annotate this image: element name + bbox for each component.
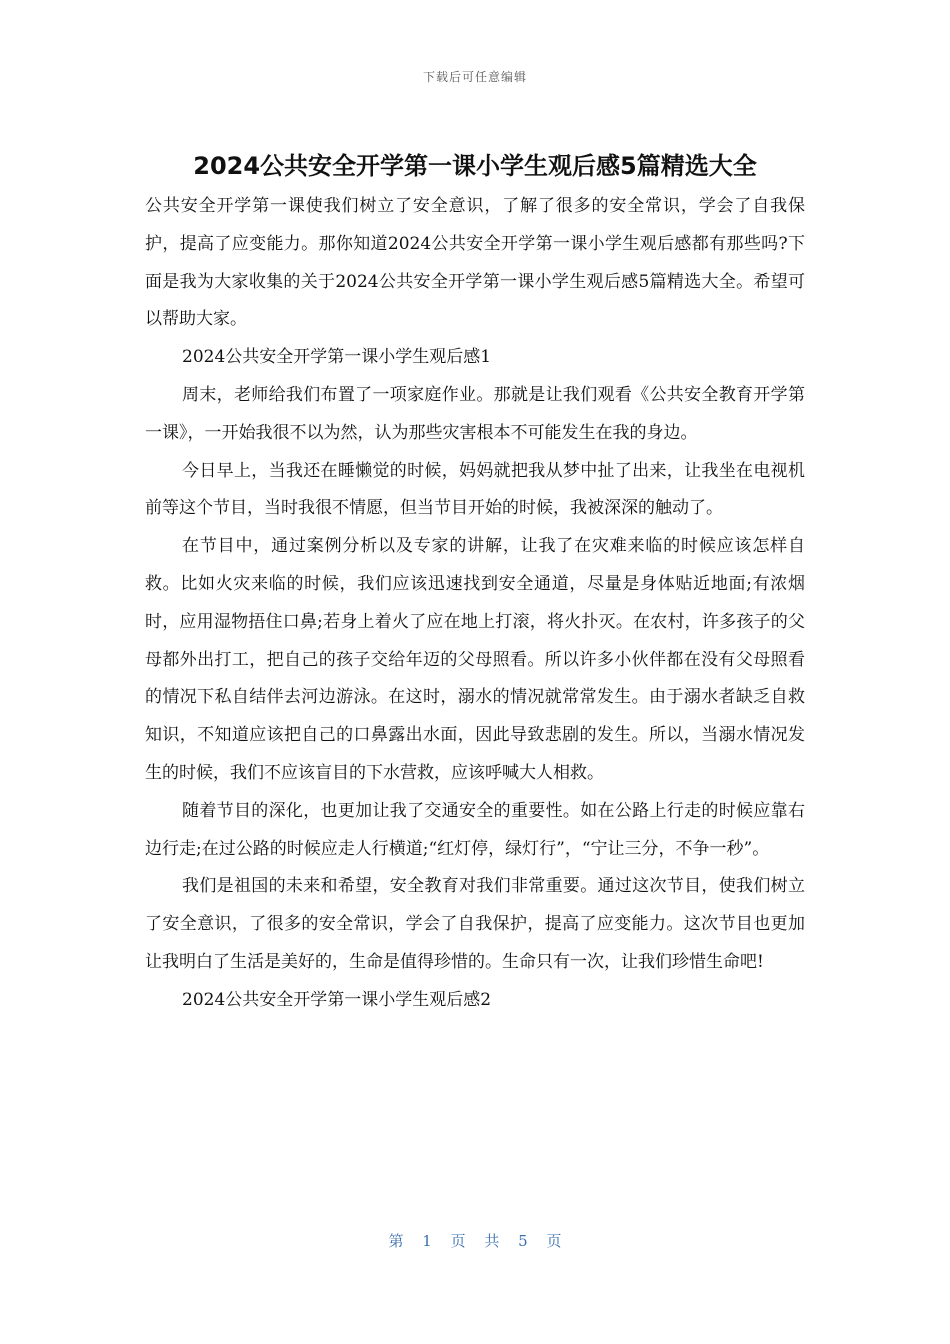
document-body — [145, 188, 805, 1020]
body-paragraph: 我们是祖国的未来和希望，安全教育对我们非常重要。通过这次节目，使我们树立了安全意识，了很多的安全常识，学会了自我保护，提高了应变能力。这次节目也更加让我明白了生活是美好的，生命是值得珍惜的。生命只有一次，让我们珍惜生命吧! — [145, 876, 805, 972]
body-paragraph: 随着节目的深化，也更加让我了交通安全的重要性。如在公路上行走的时候应靠右边行走;在过公路的时候应走人行横道;“红灯停，绿灯行”，“宁让三分，不争一秒”。 — [145, 800, 805, 859]
page-number-footer: 第 1 页 共 5 页 — [388, 1232, 562, 1250]
body-paragraph: 周末，老师给我们布置了一项家庭作业。那就是让我们观看《公共安全教育开学第一课》，一开始我很不以为然，认为那些灾害根本不可能发生在我的身边。 — [145, 384, 805, 443]
body-paragraph: 今日早上，当我还在睡懒觉的时候，妈妈就把我从梦中扯了出来，让我坐在电视机前等这个节目，当时我很不情愿，但当节目开始的时候，我被深深的触动了。 — [145, 460, 805, 519]
document-title: 2024公共安全开学第一课小学生观后感5篇精选大全 — [193, 152, 757, 180]
page-header-note: 下载后可任意编辑 — [422, 70, 527, 84]
body-paragraph: 在节目中，通过案例分析以及专家的讲解，让我了在灾难来临的时候应该怎样自救。比如火灾来临的时候，我们应该迅速找到安全通道，尽量是身体贴近地面;有浓烟时，应用湿物捂住口鼻;若身上着火了应在地上打滚，将火扑灭。在农村，许多孩子的父母都外出打工，把自己的孩子交给年迈的父母照看。所以许多小伙伴都在没有父母照看的情况下私自结伴去河边游泳。在这时，溺水的情况就常常发生。由于溺水者缺乏自救知识，不知道应该把自己的口鼻露出水面，因此导致悲剧的发生。所以，当溺水情况发生的时候，我们不应该盲目的下水营救，应该呼喊大人相救。 — [145, 536, 805, 783]
section-heading-2: 2024公共安全开学第一课小学生观后感2 — [182, 989, 492, 1010]
section-heading-1: 2024公共安全开学第一课小学生观后感1 — [182, 347, 492, 368]
intro-paragraph: 公共安全开学第一课使我们树立了安全意识，了解了很多的安全常识，学会了自我保护，提高了应变能力。那你知道2024公共安全开学第一课小学生观后感都有那些吗?下面是我为大家收集的关于2024公共安全开学第一课小学生观后感5篇精选大全。希望可以帮助大家。 — [145, 196, 805, 330]
